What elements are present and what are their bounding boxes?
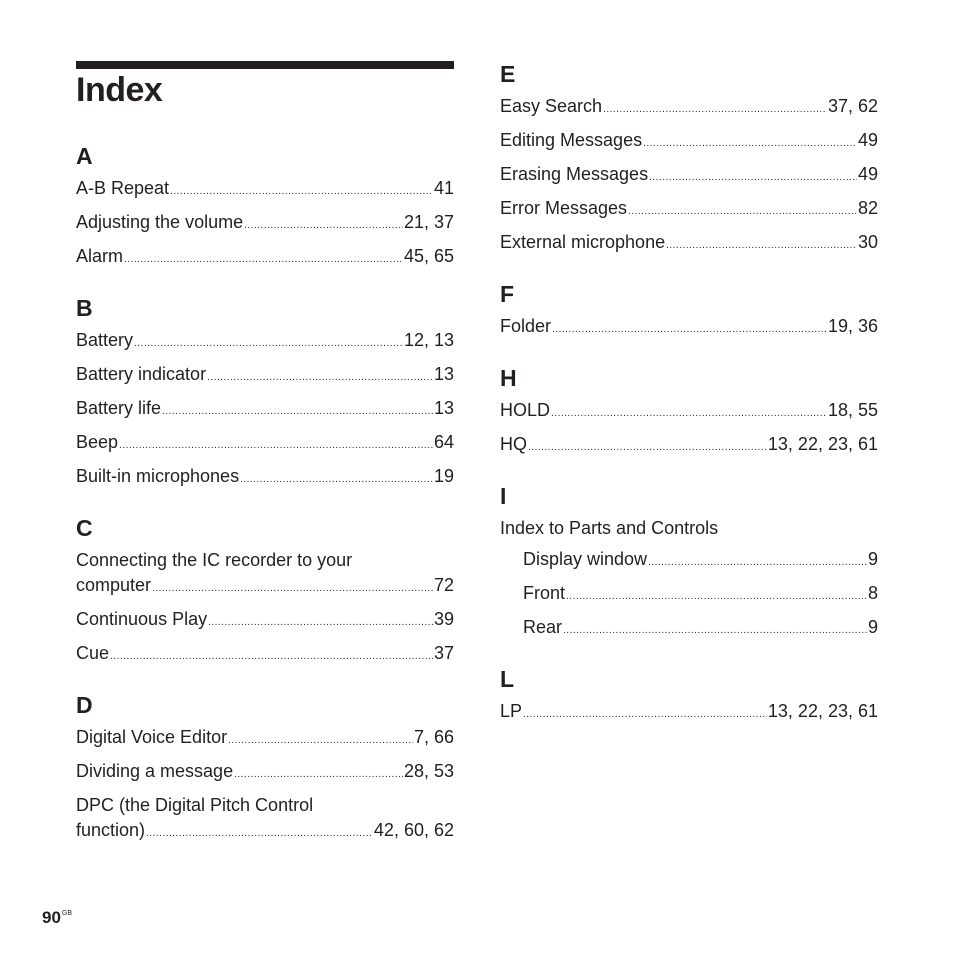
section-letter: F bbox=[500, 281, 515, 307]
entry-pages: 7, 66 bbox=[413, 727, 454, 747]
index-entry bbox=[76, 604, 454, 638]
index-entry bbox=[76, 790, 454, 849]
index-section-h bbox=[500, 362, 878, 463]
entry-text: A-B Repeat bbox=[76, 178, 170, 198]
index-entry bbox=[76, 393, 454, 427]
dot-leader bbox=[208, 610, 433, 635]
index-entry bbox=[500, 544, 878, 578]
dot-leader bbox=[648, 550, 867, 575]
entry-text: LP bbox=[500, 701, 523, 721]
section-letter: D bbox=[76, 692, 93, 718]
index-section-f bbox=[500, 278, 878, 345]
entry-pages: 13 bbox=[433, 398, 454, 418]
section-letter: L bbox=[500, 666, 515, 692]
index-entry bbox=[76, 545, 454, 604]
entry-pages: 30 bbox=[857, 232, 878, 252]
index-entry bbox=[76, 241, 454, 275]
entry-text: HQ bbox=[500, 434, 527, 454]
section-letter: B bbox=[76, 295, 93, 321]
page-number bbox=[42, 908, 72, 928]
entry-pages: 37, 62 bbox=[827, 96, 878, 116]
index-entry bbox=[76, 173, 454, 207]
index-entry bbox=[500, 311, 878, 345]
dot-leader bbox=[240, 467, 433, 492]
index-entry bbox=[500, 513, 878, 544]
entry-pages: 42, 60, 62 bbox=[373, 820, 454, 840]
section-letter: H bbox=[500, 365, 517, 391]
dot-leader bbox=[649, 165, 857, 190]
entry-text: Battery bbox=[76, 330, 134, 350]
entry-text: Easy Search bbox=[500, 96, 603, 116]
page-number-value: 90 bbox=[42, 908, 61, 927]
index-section-e bbox=[500, 58, 878, 261]
dot-leader bbox=[643, 131, 857, 156]
entry-text-line1: DPC (the Digital Pitch Control bbox=[76, 795, 314, 815]
index-entry bbox=[500, 578, 878, 612]
page-title: Index bbox=[76, 71, 163, 109]
entry-text: Alarm bbox=[76, 246, 124, 266]
entry-text: HOLD bbox=[500, 400, 551, 420]
index-entry bbox=[500, 159, 878, 193]
entry-pages: 8 bbox=[867, 583, 878, 603]
section-letter: I bbox=[500, 483, 507, 509]
index-section-i bbox=[500, 480, 878, 646]
entry-pages: 19 bbox=[433, 466, 454, 486]
entry-pages: 37 bbox=[433, 643, 454, 663]
dot-leader bbox=[146, 821, 373, 846]
index-entry bbox=[76, 359, 454, 393]
index-entry bbox=[500, 612, 878, 646]
title-rule bbox=[76, 61, 454, 69]
index-entry bbox=[500, 125, 878, 159]
page-number-suffix: GB bbox=[61, 910, 73, 917]
dot-leader bbox=[207, 365, 433, 390]
dot-leader bbox=[563, 618, 867, 643]
entry-pages: 49 bbox=[857, 164, 878, 184]
entry-pages: 41 bbox=[433, 178, 454, 198]
entry-text: Rear bbox=[523, 617, 563, 637]
dot-leader bbox=[551, 401, 827, 426]
entry-text: Front bbox=[523, 583, 566, 603]
entry-pages: 21, 37 bbox=[403, 212, 454, 232]
index-entry bbox=[500, 193, 878, 227]
section-letter: C bbox=[76, 515, 93, 541]
index-entry bbox=[76, 461, 454, 495]
entry-text: Display window bbox=[523, 549, 648, 569]
entry-pages: 19, 36 bbox=[827, 316, 878, 336]
entry-text: Continuous Play bbox=[76, 609, 208, 629]
entry-text: Built-in microphones bbox=[76, 466, 240, 486]
dot-leader bbox=[666, 233, 857, 258]
entry-pages: 28, 53 bbox=[403, 761, 454, 781]
entry-pages: 64 bbox=[433, 432, 454, 452]
dot-leader bbox=[603, 97, 827, 122]
entry-text: Digital Voice Editor bbox=[76, 727, 228, 747]
entry-pages: 45, 65 bbox=[403, 246, 454, 266]
index-column-right bbox=[500, 58, 878, 730]
entry-text: Index to Parts and Controls bbox=[500, 518, 719, 538]
index-entry bbox=[76, 638, 454, 672]
dot-leader bbox=[528, 435, 767, 460]
index-entry bbox=[76, 756, 454, 790]
index-entry bbox=[76, 427, 454, 461]
dot-leader bbox=[110, 644, 433, 669]
entry-text: Erasing Messages bbox=[500, 164, 649, 184]
entry-text: Battery life bbox=[76, 398, 162, 418]
entry-text: Cue bbox=[76, 643, 110, 663]
dot-leader bbox=[152, 576, 433, 601]
dot-leader bbox=[523, 702, 767, 727]
dot-leader bbox=[228, 728, 413, 753]
entry-pages: 13 bbox=[433, 364, 454, 384]
dot-leader bbox=[170, 179, 433, 204]
entry-text-line1: Connecting the IC recorder to your bbox=[76, 550, 353, 570]
entry-text: computer bbox=[76, 575, 152, 595]
dot-leader bbox=[552, 317, 827, 342]
index-section-d bbox=[76, 689, 454, 849]
entry-pages: 12, 13 bbox=[403, 330, 454, 350]
entry-text: function) bbox=[76, 820, 146, 840]
entry-text: Battery indicator bbox=[76, 364, 207, 384]
entry-pages: 13, 22, 23, 61 bbox=[767, 701, 878, 721]
entry-text: Folder bbox=[500, 316, 552, 336]
section-letter: E bbox=[500, 61, 516, 87]
entry-pages: 9 bbox=[867, 617, 878, 637]
index-section-l bbox=[500, 663, 878, 730]
index-section-b bbox=[76, 292, 454, 495]
entry-text: Beep bbox=[76, 432, 119, 452]
entry-pages: 49 bbox=[857, 130, 878, 150]
dot-leader bbox=[162, 399, 433, 424]
entry-pages: 82 bbox=[857, 198, 878, 218]
index-entry bbox=[500, 429, 878, 463]
index-entry bbox=[76, 207, 454, 241]
entry-text: External microphone bbox=[500, 232, 666, 252]
index-entry bbox=[76, 722, 454, 756]
entry-pages: 9 bbox=[867, 549, 878, 569]
entry-pages: 18, 55 bbox=[827, 400, 878, 420]
index-section-c bbox=[76, 512, 454, 672]
entry-pages: 72 bbox=[433, 575, 454, 595]
entry-text: Dividing a message bbox=[76, 761, 234, 781]
dot-leader bbox=[566, 584, 867, 609]
entry-text: Error Messages bbox=[500, 198, 628, 218]
index-entry bbox=[500, 696, 878, 730]
entry-text: Adjusting the volume bbox=[76, 212, 244, 232]
dot-leader bbox=[244, 213, 403, 238]
index-section-a bbox=[76, 140, 454, 275]
dot-leader bbox=[628, 199, 857, 224]
index-entry bbox=[500, 395, 878, 429]
index-entry bbox=[76, 325, 454, 359]
index-column-left bbox=[76, 140, 454, 849]
dot-leader bbox=[134, 331, 403, 356]
section-letter: A bbox=[76, 143, 93, 169]
entry-pages: 39 bbox=[433, 609, 454, 629]
entry-pages: 13, 22, 23, 61 bbox=[767, 434, 878, 454]
dot-leader bbox=[124, 247, 403, 272]
entry-text: Editing Messages bbox=[500, 130, 643, 150]
dot-leader bbox=[234, 762, 403, 787]
index-entry bbox=[500, 227, 878, 261]
index-entry bbox=[500, 91, 878, 125]
dot-leader bbox=[119, 433, 433, 458]
